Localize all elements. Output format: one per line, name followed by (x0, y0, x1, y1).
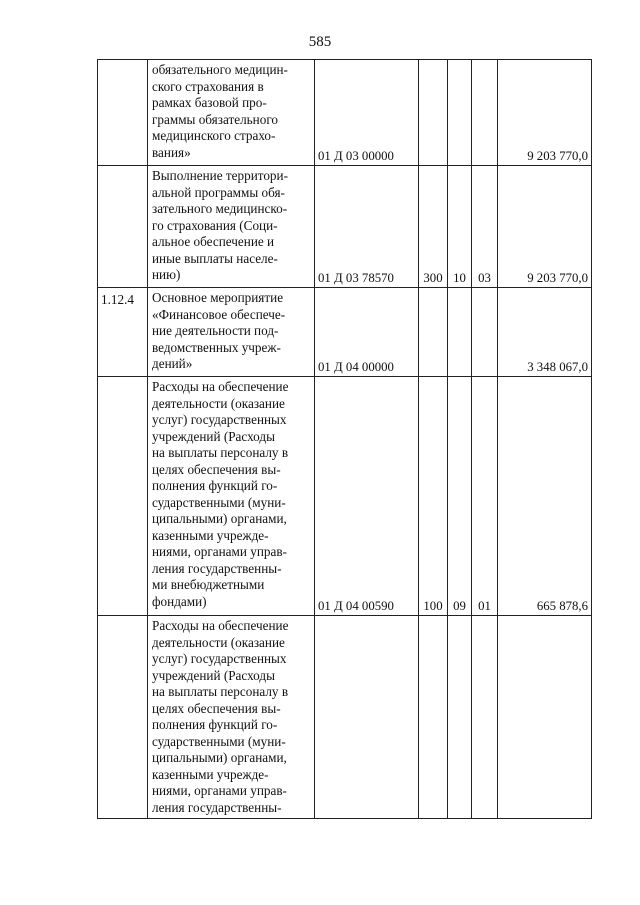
name-line: иные выплаты населе- (152, 250, 278, 266)
name-line: ниями, органами управ- (152, 783, 287, 798)
table-row (98, 60, 592, 166)
subsection-code (472, 60, 498, 166)
row-number-cell (98, 616, 148, 819)
name-line: целях обеспечения вы- (152, 461, 281, 477)
name-line: Расходы на обеспечение (152, 618, 289, 633)
name-line: го страхования (Соци- (152, 217, 278, 233)
expense-type-code (419, 616, 448, 819)
target-article-code: 01 Д 03 00000 (315, 60, 419, 166)
table-row (98, 616, 592, 819)
name-line: зательного медицинско- (152, 201, 288, 216)
row-number-cell (98, 377, 148, 616)
name-line: рамках базовой про- (152, 95, 267, 110)
target-article-code: 01 Д 04 00000 (315, 288, 419, 377)
name-line: полнения функций го- (152, 717, 278, 732)
row-name-cell (148, 377, 315, 616)
name-line: на выплаты персоналу в (152, 445, 289, 460)
name-line: нию) (152, 267, 181, 282)
expense-type-code: 300 (419, 166, 448, 288)
name-line: альной программы обя- (152, 184, 285, 200)
section-code: 09 (448, 377, 472, 616)
row-number-cell: 1.12.4 (98, 288, 148, 377)
row-name-cell (148, 60, 315, 166)
name-line: на выплаты персоналу в (152, 684, 289, 699)
name-line: ципальными) органами, (152, 750, 287, 765)
name-line: фондами) (152, 593, 207, 609)
name-line: Выполнение территори- (152, 168, 288, 183)
row-name-cell (148, 616, 315, 819)
amount-cell: 665 878,6 (498, 377, 592, 616)
section-code (448, 288, 472, 377)
expense-type-code (419, 60, 448, 166)
name-line: ниями, органами управ- (152, 544, 287, 559)
name-line: ления государственны- (152, 799, 282, 815)
name-line: альное обеспечение и (152, 234, 275, 249)
expense-type-code: 100 (419, 377, 448, 616)
expense-type-code (419, 288, 448, 377)
name-line: услуг) государственных (152, 651, 287, 666)
section-code: 10 (448, 166, 472, 288)
name-line: «Финансовое обеспече- (152, 306, 286, 322)
name-line: сударственными (муни- (152, 733, 286, 749)
amount-cell: 3 348 067,0 (498, 288, 592, 377)
table-row (98, 166, 592, 288)
name-line: сударственными (муни- (152, 494, 286, 510)
name-line: Основное мероприятие (152, 290, 284, 305)
amount-cell: 9 203 770,0 (498, 60, 592, 166)
section-code (448, 60, 472, 166)
name-line: Расходы на обеспечение (152, 379, 289, 394)
name-line: медицинского страхо- (152, 128, 276, 143)
name-line: целях обеспечения вы- (152, 700, 281, 716)
row-number-cell (98, 60, 148, 166)
table-row (98, 288, 592, 377)
row-number-cell (98, 166, 148, 288)
target-article-code: 01 Д 03 78570 (315, 166, 419, 288)
name-line: ления государственны- (152, 560, 282, 576)
name-line: граммы обязательного (152, 111, 279, 127)
table-row (98, 377, 592, 616)
target-article-code (315, 616, 419, 819)
subsection-code: 01 (472, 377, 498, 616)
amount-cell: 9 203 770,0 (498, 166, 592, 288)
name-line: учреждений (Расходы (152, 667, 275, 683)
name-line: вания» (152, 144, 191, 160)
name-line: деятельности (оказание (152, 634, 285, 650)
subsection-code: 03 (472, 166, 498, 288)
target-article-code: 01 Д 04 00590 (315, 377, 419, 616)
name-line: учреждений (Расходы (152, 428, 275, 444)
budget-table (97, 59, 592, 819)
name-line: дений» (152, 356, 193, 371)
section-code (448, 616, 472, 819)
name-line: ми внебюджетными (152, 577, 265, 592)
subsection-code (472, 288, 498, 377)
row-name-cell (148, 288, 315, 377)
name-line: деятельности (оказание (152, 395, 285, 411)
name-line: ние деятельности под- (152, 323, 279, 338)
subsection-code (472, 616, 498, 819)
name-line: ского страхования в (152, 78, 264, 94)
name-line: обязательного медицин- (152, 62, 288, 77)
name-line: ведомственных учреж- (152, 339, 281, 355)
amount-cell (498, 616, 592, 819)
name-line: полнения функций го- (152, 478, 278, 493)
name-line: ципальными) органами, (152, 511, 287, 526)
name-line: услуг) государственных (152, 412, 287, 427)
name-line: казенными учрежде- (152, 527, 269, 543)
name-line: казенными учрежде- (152, 766, 269, 782)
row-name-cell (148, 166, 315, 288)
page-number: 585 (308, 34, 332, 50)
